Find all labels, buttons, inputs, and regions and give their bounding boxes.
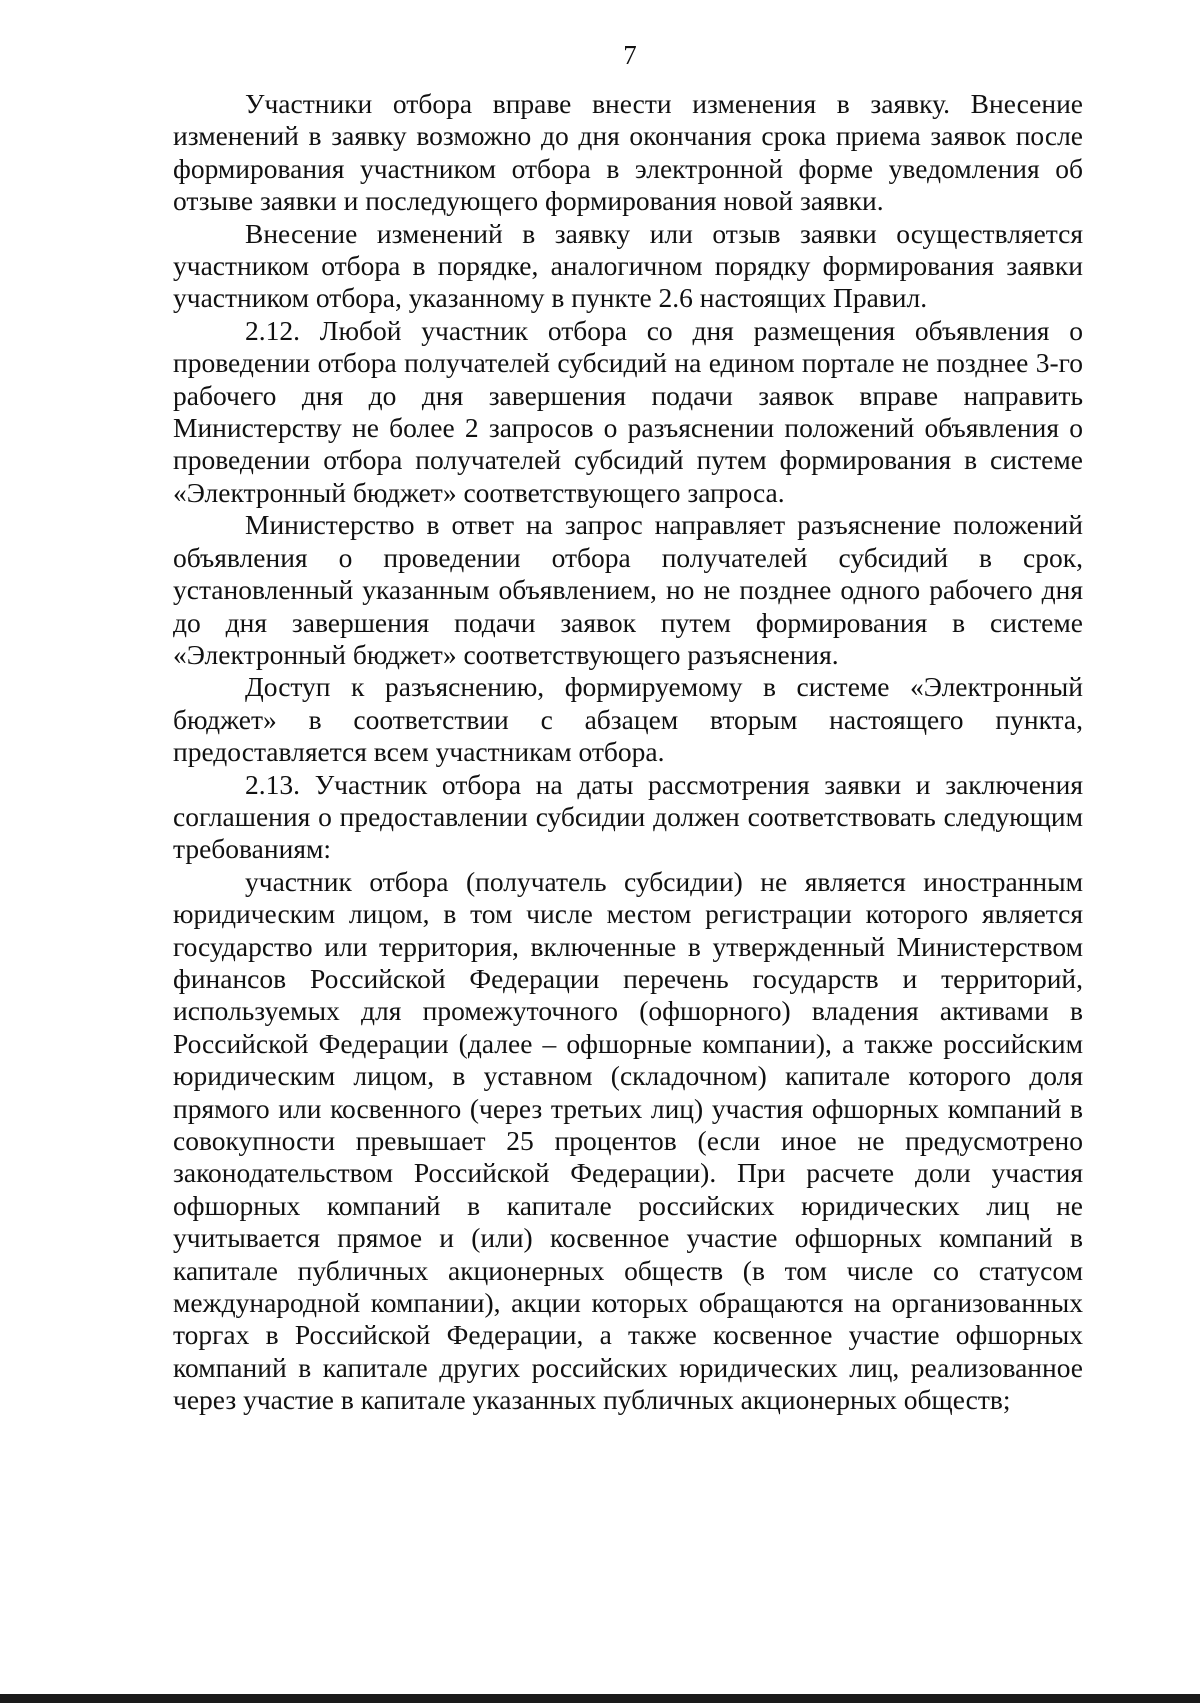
paragraph-2-12: 2.12. Любой участник отбора со дня размещения объявления о проведении отбора получателей субсидий на едином портале не позднее 3-го рабочего дня до дня завершения подачи заявок вправе направить Министерству не более 2 запросов о разъяснении положений объявления о проведении отбора получателей субсидий путем формирования в системе «Электронный бюджет» соответствующего запроса. <box>173 314 1083 508</box>
paragraph-2-13: 2.13. Участник отбора на даты рассмотрения заявки и заключения соглашения о предоставлении субсидии должен соответствовать следующим требованиям: <box>173 768 1083 865</box>
page-number: 7 <box>623 40 637 70</box>
paragraph-ministry-response: Министерство в ответ на запрос направляет разъяснение положений объявления о проведении отбора получателей субсидий в срок, установленный указанным объявлением, но не позднее одного рабочего дня до дня завершения подачи заявок путем формирования в системе «Электронный бюджет» соответствующего разъяснения. <box>173 509 1083 670</box>
document-body <box>173 88 1083 1417</box>
scan-bottom-edge <box>0 1694 1200 1703</box>
paragraph-access: Доступ к разъяснению, формируемому в системе «Электронный бюджет» в соответствии с абзацем вторым настоящего пункта, предоставляется всем участникам отбора. <box>173 671 1083 768</box>
paragraph-amendments: Участники отбора вправе внести изменения в заявку. Внесение изменений в заявку возможно до дня окончания срока приема заявок после формирования участником отбора в электронной форме уведомления об отзыве заявки и последующего формирования новой заявки. <box>173 88 1083 217</box>
paragraph-offshore-requirement: участник отбора (получатель субсидии) не является иностранным юридическим лицом, в том числе местом регистрации которого является государство или территория, включенные в утвержденный Министерством финансов Российской Федерации перечень государств и территорий, используемых для промежуточного (офшорного) владения активами в Российской Федерации (далее – офшорные компании), а также российским юридическим лицом, в уставном (складочном) капитале которого доля прямого или косвенного (через третьих лиц) участия офшорных компаний в совокупности превышает 25 процентов (если иное не предусмотрено законодательством Российской Федерации). При расчете доли участия офшорных компаний в капитале российских юридических лиц не учитывается прямое и (или) косвенное участие офшорных компаний в капитале публичных акционерных обществ (в том числе со статусом международной компании), акции которых обращаются на организованных торгах в Российской Федерации, а также косвенное участие офшорных компаний в капитале других российских юридических лиц, реализованное через участие в капитале указанных публичных акционерных обществ; <box>173 865 1083 1416</box>
paragraph-withdrawal: Внесение изменений в заявку или отзыв заявки осуществляется участником отбора в порядке, аналогичном порядку формирования заявки участником отбора, указанному в пункте 2.6 настоящих Правил. <box>173 217 1083 314</box>
